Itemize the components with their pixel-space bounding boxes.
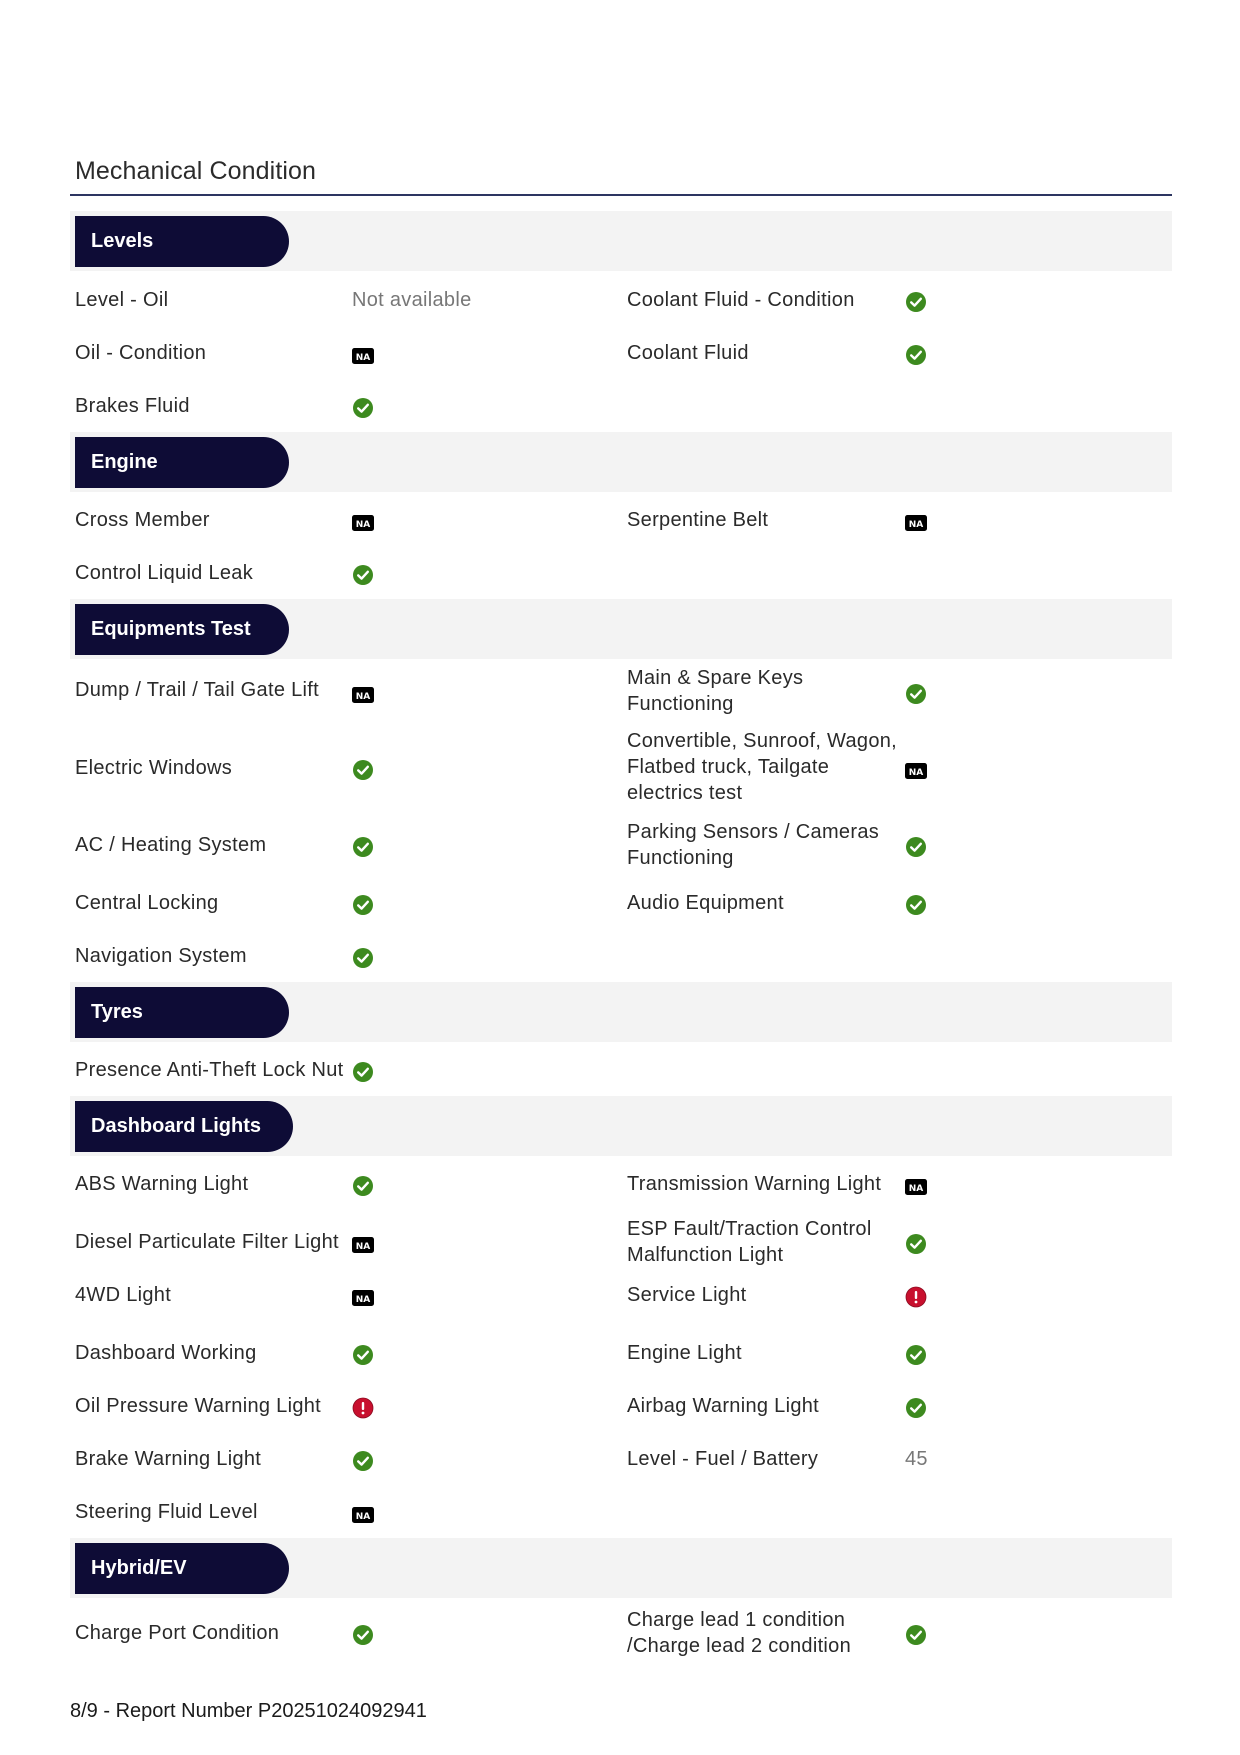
section-header-dashboard-lights: [70, 1096, 1172, 1156]
check-circle-icon: [905, 1344, 927, 1366]
check-circle-icon: [352, 1344, 374, 1366]
svg-text:NA: NA: [355, 520, 371, 530]
section-tab-dashboard-lights: Dashboard Lights: [75, 1101, 293, 1152]
na-badge-icon: [352, 515, 374, 531]
title-divider: [70, 194, 1172, 196]
check-item-engine-light: Engine Light: [627, 1342, 742, 1364]
svg-text:NA: NA: [355, 1295, 371, 1305]
check-item-transmission-warning: Transmission Warning Light: [627, 1173, 882, 1195]
check-item-charge-leads: Charge lead 1 condition /Charge lead 2 condition: [627, 1609, 852, 1657]
check-item-electric-windows: Electric Windows: [75, 757, 233, 779]
value-level-oil: Not available: [352, 289, 472, 311]
svg-text:NA: NA: [355, 1242, 371, 1252]
check-item-coolant-condition: Coolant Fluid - Condition: [627, 289, 855, 311]
section-header-levels: [70, 211, 1172, 271]
check-item-dpf-light: Diesel Particulate Filter Light: [75, 1231, 339, 1253]
check-circle-icon: [905, 1397, 927, 1419]
check-item-parking-sensors: Parking Sensors / Cameras Functioning: [627, 821, 880, 869]
check-circle-icon: [905, 291, 927, 313]
check-item-ac-heating: AC / Heating System: [75, 834, 267, 856]
check-circle-icon: [352, 397, 374, 419]
check-item-oil-condition: Oil - Condition: [75, 342, 207, 364]
svg-text:NA: NA: [355, 1512, 371, 1522]
check-item-cross-member: Cross Member: [75, 509, 210, 531]
check-item-audio-equipment: Audio Equipment: [627, 892, 784, 914]
check-circle-icon: [352, 1061, 374, 1083]
check-circle-icon: [905, 683, 927, 705]
check-item-esp-traction: ESP Fault/Traction Control Malfunction Light: [627, 1218, 872, 1266]
check-circle-icon: [352, 894, 374, 916]
check-item-brake-warning: Brake Warning Light: [75, 1448, 262, 1470]
check-item-level-oil: Level - Oil: [75, 289, 169, 311]
check-circle-icon: [905, 894, 927, 916]
check-item-oil-pressure-warning: Oil Pressure Warning Light: [75, 1395, 322, 1417]
check-item-anti-theft-lock-nut: Presence Anti-Theft Lock Nut: [75, 1059, 344, 1081]
check-item-steering-fluid: Steering Fluid Level: [75, 1501, 258, 1523]
check-item-abs-warning: ABS Warning Light: [75, 1173, 249, 1195]
check-item-central-locking: Central Locking: [75, 892, 219, 914]
section-header-equipments-test: [70, 599, 1172, 659]
svg-text:NA: NA: [908, 520, 924, 530]
check-circle-icon: [905, 1233, 927, 1255]
check-circle-icon: [352, 1175, 374, 1197]
check-item-control-liquid-leak: Control Liquid Leak: [75, 562, 254, 584]
check-item-airbag-warning: Airbag Warning Light: [627, 1395, 820, 1417]
check-item-convertible-electrics: Convertible, Sunroof, Wagon, Flatbed truck, Tailgate electrics test: [627, 730, 898, 804]
section-tab-levels: Levels: [75, 216, 289, 267]
check-item-serpentine-belt: Serpentine Belt: [627, 509, 769, 531]
check-item-keys-functioning: Main & Spare Keys Functioning: [627, 667, 804, 715]
na-badge-icon: [905, 1179, 927, 1195]
section-header-engine: [70, 432, 1172, 492]
svg-text:NA: NA: [908, 1184, 924, 1194]
na-badge-icon: [352, 1290, 374, 1306]
check-circle-icon: [352, 1624, 374, 1646]
check-item-service-light: Service Light: [627, 1284, 747, 1306]
check-item-brakes-fluid: Brakes Fluid: [75, 395, 190, 417]
check-item-coolant-fluid: Coolant Fluid: [627, 342, 749, 364]
check-item-fuel-battery-level: Level - Fuel / Battery: [627, 1448, 819, 1470]
na-badge-icon: [905, 515, 927, 531]
check-circle-icon: [352, 836, 374, 858]
na-badge-icon: [352, 1237, 374, 1253]
section-header-hybrid-ev: [70, 1538, 1172, 1598]
check-circle-icon: [352, 947, 374, 969]
svg-text:NA: NA: [355, 692, 371, 702]
check-circle-icon: [905, 836, 927, 858]
value-fuel-battery-level: 45: [905, 1448, 928, 1470]
exclamation-circle-icon: [352, 1397, 374, 1419]
na-badge-icon: [352, 687, 374, 703]
check-circle-icon: [352, 759, 374, 781]
section-tab-hybrid-ev: Hybrid/EV: [75, 1543, 289, 1594]
page-footer: 8/9 - Report Number P20251024092941: [70, 1700, 427, 1722]
check-circle-icon: [352, 564, 374, 586]
section-header-tyres: [70, 982, 1172, 1042]
check-item-dashboard-working: Dashboard Working: [75, 1342, 257, 1364]
section-tab-tyres: Tyres: [75, 987, 289, 1038]
page-title: Mechanical Condition: [75, 157, 317, 185]
check-item-charge-port: Charge Port Condition: [75, 1622, 280, 1644]
na-badge-icon: [905, 763, 927, 779]
check-circle-icon: [352, 1450, 374, 1472]
check-circle-icon: [905, 344, 927, 366]
section-tab-equipments-test: Equipments Test: [75, 604, 289, 655]
na-badge-icon: [352, 348, 374, 364]
section-tab-engine: Engine: [75, 437, 289, 488]
na-badge-icon: [352, 1507, 374, 1523]
svg-text:NA: NA: [908, 768, 924, 778]
check-circle-icon: [905, 1624, 927, 1646]
check-item-4wd-light: 4WD Light: [75, 1284, 172, 1306]
check-item-dump-trail-tailgate: Dump / Trail / Tail Gate Lift: [75, 679, 319, 701]
exclamation-circle-icon: [905, 1286, 927, 1308]
check-item-navigation: Navigation System: [75, 945, 247, 967]
svg-text:NA: NA: [355, 353, 371, 363]
